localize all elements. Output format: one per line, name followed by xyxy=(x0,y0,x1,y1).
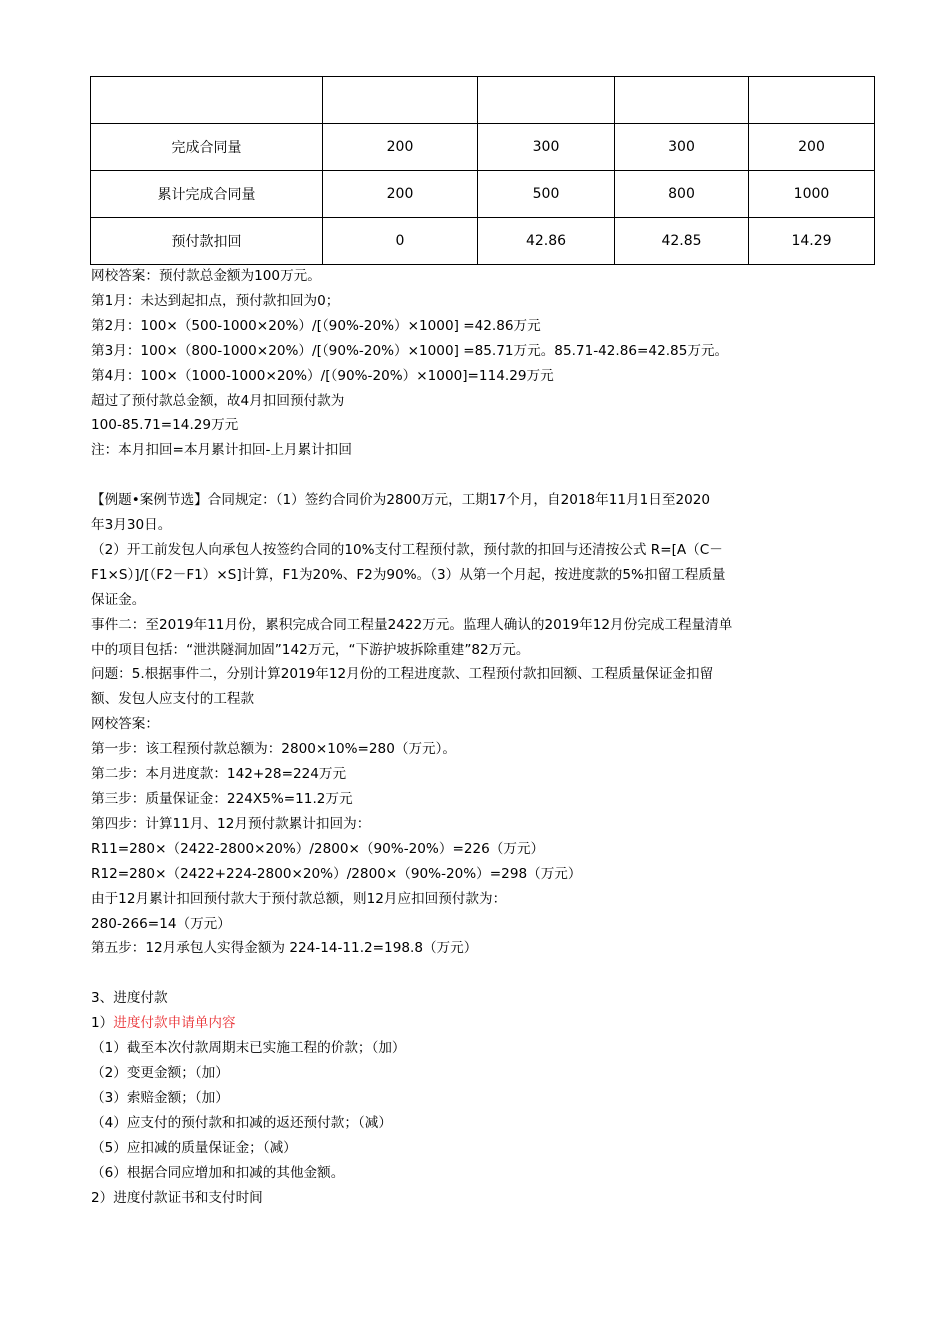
table-row xyxy=(91,124,875,171)
table-cell: 累计完成合同量 xyxy=(91,171,323,218)
subsection-prefix: 1） xyxy=(91,1015,114,1032)
example-line: 第二步：本月进度款：142+28=224万元 xyxy=(91,766,347,783)
table-cell: 200 xyxy=(323,124,478,171)
example-line: 中的项目包括：“泄洪隧洞加固”142万元，“下游护坡拆除重建”82万元。 xyxy=(91,641,530,658)
answer-line: 第2月：100×（500-1000×20%）/[（90%-20%）×1000] =42.86万元 xyxy=(91,317,541,334)
section-heading: 3、进度付款 xyxy=(91,990,168,1007)
list-item: （3）索赔金额；（加） xyxy=(91,1089,229,1106)
example-line: 额、发包人应支付的工程款 xyxy=(91,691,255,708)
example-line: 第四步：计算11月、12月预付款累计扣回为： xyxy=(91,815,371,832)
example-line: 第三步：质量保证金：224X5%=11.2万元 xyxy=(91,791,353,808)
example-line: 【例题•案例节选】合同规定：（1）签约合同价为2800万元，工期17个月，自2018年11月1日至2020 xyxy=(91,492,711,509)
example-line: 第五步：12月承包人实得金额为 224-14-11.2=198.8（万元） xyxy=(91,940,478,957)
answer-line: 第1月：未达到起扣点，预付款扣回为0； xyxy=(91,292,340,309)
answer-line: 网校答案：预付款总金额为100万元。 xyxy=(91,268,321,284)
blank-line xyxy=(91,961,891,986)
table-cell: 300 xyxy=(615,124,749,171)
table-cell: 500 xyxy=(478,171,615,218)
subsection-heading: 2）进度付款证书和支付时间 xyxy=(91,1189,263,1206)
example-line: 第一步：该工程预付款总额为：2800×10%=280（万元）。 xyxy=(91,741,457,758)
subsection-heading xyxy=(91,1011,891,1036)
example-line: 年3月30日。 xyxy=(91,517,172,534)
answer-line: 100-85.71=14.29万元 xyxy=(91,417,239,434)
answer-line: 第3月：100×（800-1000×20%）/[（90%-20%）×1000] =85.71万元。85.71-42.86=42.85万元。 xyxy=(91,342,729,359)
table-cell: 800 xyxy=(615,171,749,218)
example-line: 由于12月累计扣回预付款大于预付款总额，则12月应扣回预付款为： xyxy=(91,890,507,907)
list-item: （4）应支付的预付款和扣减的返还预付款；（减） xyxy=(91,1114,392,1131)
list-item: （1）截至本次付款周期末已实施工程的价款；（加） xyxy=(91,1040,406,1057)
table-cell xyxy=(749,77,875,124)
example-line: 网校答案： xyxy=(91,716,159,733)
table-cell: 42.85 xyxy=(615,218,749,265)
table-cell: 14.29 xyxy=(749,218,875,265)
example-line: 问题：5.根据事件二，分别计算2019年12月份的工程进度款、工程预付款扣回额、工程质量保证金扣留 xyxy=(91,666,714,683)
table-cell xyxy=(615,77,749,124)
table-cell: 200 xyxy=(323,171,478,218)
answer-note: 注：本月扣回=本月累计扣回-上月累计扣回 xyxy=(91,442,352,459)
deduction-table xyxy=(90,76,875,265)
table-row xyxy=(91,218,875,265)
table-cell: 200 xyxy=(749,124,875,171)
example-line: R11=280×（2422-2800×20%）/2800×（90%-20%）=226（万元） xyxy=(91,840,545,857)
example-line: R12=280×（2422+224-2800×20%）/2800×（90%-20%）=298（万元） xyxy=(91,865,582,882)
table-cell: 1000 xyxy=(749,171,875,218)
example-line: 280-266=14（万元） xyxy=(91,915,231,932)
example-line: （2）开工前发包人向承包人按签约合同的10%支付工程预付款，预付款的扣回与还清按公式 R=[A（C－ xyxy=(91,541,723,558)
table-row xyxy=(91,77,875,124)
table-cell: 42.86 xyxy=(478,218,615,265)
list-item: （6）根据合同应增加和扣减的其他金额。 xyxy=(91,1164,345,1181)
table-cell xyxy=(323,77,478,124)
table-cell: 完成合同量 xyxy=(91,124,323,171)
list-item: （2）变更金额；（加） xyxy=(91,1064,229,1081)
table-cell xyxy=(91,77,323,124)
highlighted-heading: 进度付款申请单内容 xyxy=(113,1015,236,1032)
table-cell: 预付款扣回 xyxy=(91,218,323,265)
table-cell xyxy=(478,77,615,124)
list-item: （5）应扣减的质量保证金；（减） xyxy=(91,1139,297,1156)
table-row xyxy=(91,171,875,218)
answer-line: 超过了预付款总金额，故4月扣回预付款为 xyxy=(91,392,345,409)
example-line: F1×S）]/[（F2－F1）×S]计算，F1为20%、F2为90%。（3）从第一个月起，按进度款的5%扣留工程质量 xyxy=(91,566,726,583)
blank-line xyxy=(91,463,891,488)
body-text xyxy=(91,264,891,1210)
answer-line: 第4月：100×（1000-1000×20%）/[（90%-20%）×1000]=114.29万元 xyxy=(91,367,554,384)
table-cell: 300 xyxy=(478,124,615,171)
example-line: 事件二：至2019年11月份，累积完成合同工程量2422万元。监理人确认的2019年12月份完成工程量清单 xyxy=(91,616,733,633)
example-line: 保证金。 xyxy=(91,591,146,608)
table-cell: 0 xyxy=(323,218,478,265)
